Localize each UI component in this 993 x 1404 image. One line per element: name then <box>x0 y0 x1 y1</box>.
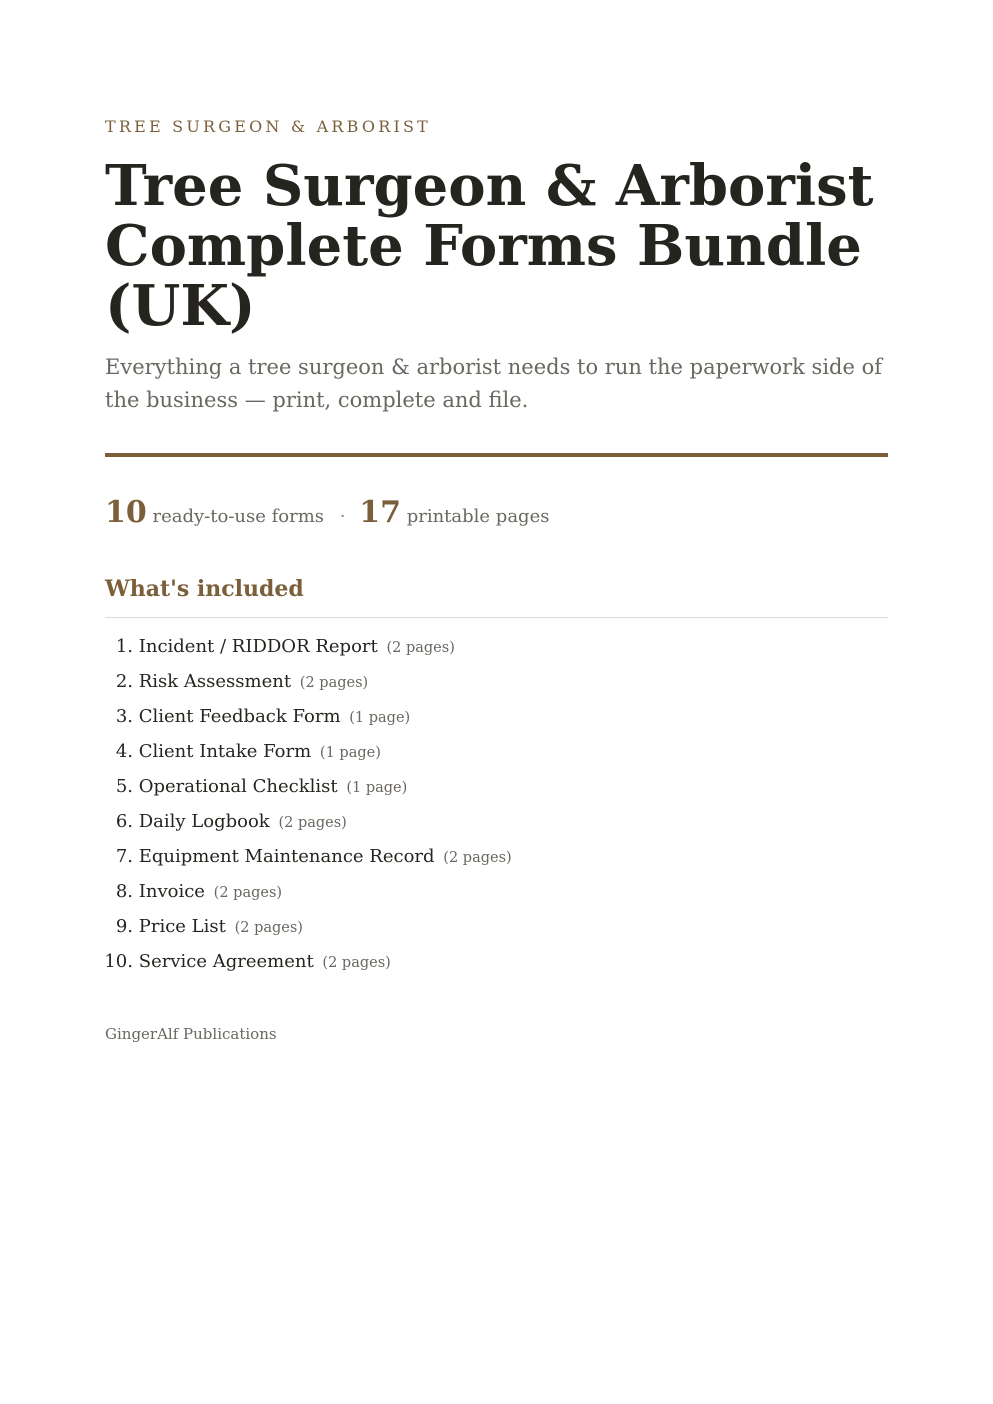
item-page-count: (2 pages) <box>386 640 455 656</box>
item-name: Equipment Maintenance Record <box>138 846 435 867</box>
item-page-count: (2 pages) <box>322 955 391 971</box>
list-item <box>95 734 512 769</box>
list-item <box>95 664 512 699</box>
item-number: 5. <box>115 776 133 797</box>
list-item <box>95 699 512 734</box>
header-divider <box>105 453 888 457</box>
item-name: Risk Assessment <box>138 671 292 692</box>
item-name: Client Feedback Form <box>138 706 341 727</box>
item-number: 2. <box>115 671 133 692</box>
item-page-count: (2 pages) <box>299 675 369 691</box>
pages-count-label: printable pages <box>406 506 550 527</box>
item-number: 10. <box>104 951 133 972</box>
list-item <box>95 839 512 874</box>
forms-count: 10 <box>105 495 147 530</box>
bundle-stats <box>105 495 549 530</box>
publisher-name: GingerAlf Publications <box>105 1025 277 1043</box>
section-divider <box>105 617 888 618</box>
item-page-count: (2 pages) <box>213 885 283 901</box>
list-item <box>95 944 512 979</box>
item-name: Operational Checklist <box>138 776 338 797</box>
item-name: Price List <box>138 916 226 937</box>
item-page-count: (1 page) <box>319 745 381 761</box>
item-number: 1. <box>115 636 133 657</box>
item-page-count: (1 page) <box>349 710 411 726</box>
item-name: Daily Logbook <box>138 811 270 832</box>
item-name: Service Agreement <box>138 951 314 972</box>
item-number: 3. <box>115 706 133 727</box>
category-eyebrow: TREE SURGEON & ARBORIST <box>105 117 432 136</box>
stats-separator: · <box>339 506 346 527</box>
item-number: 9. <box>115 916 133 937</box>
forms-count-label: ready-to-use forms <box>152 506 325 527</box>
list-item <box>95 909 512 944</box>
pages-count: 17 <box>359 495 401 530</box>
item-number: 6. <box>115 811 133 832</box>
section-heading-included: What's included <box>105 576 304 602</box>
item-page-count: (2 pages) <box>443 850 512 866</box>
list-item <box>95 874 512 909</box>
item-page-count: (2 pages) <box>234 920 303 936</box>
item-name: Invoice <box>138 881 205 902</box>
item-number: 7. <box>115 846 133 867</box>
page-title: Tree Surgeon & Arborist Complete Forms Bundle (UK) <box>105 153 874 339</box>
page-subtitle: Everything a tree surgeon & arborist needs to run the paperwork side of the business — print, complete and file. <box>105 355 883 412</box>
item-number: 4. <box>115 741 133 762</box>
item-page-count: (1 page) <box>346 780 408 796</box>
item-number: 8. <box>115 881 133 902</box>
item-page-count: (2 pages) <box>278 815 347 831</box>
list-item <box>95 769 512 804</box>
item-name: Incident / RIDDOR Report <box>138 636 378 657</box>
list-item <box>95 629 512 664</box>
forms-list <box>95 629 512 979</box>
list-item <box>95 804 512 839</box>
item-name: Client Intake Form <box>138 741 312 762</box>
